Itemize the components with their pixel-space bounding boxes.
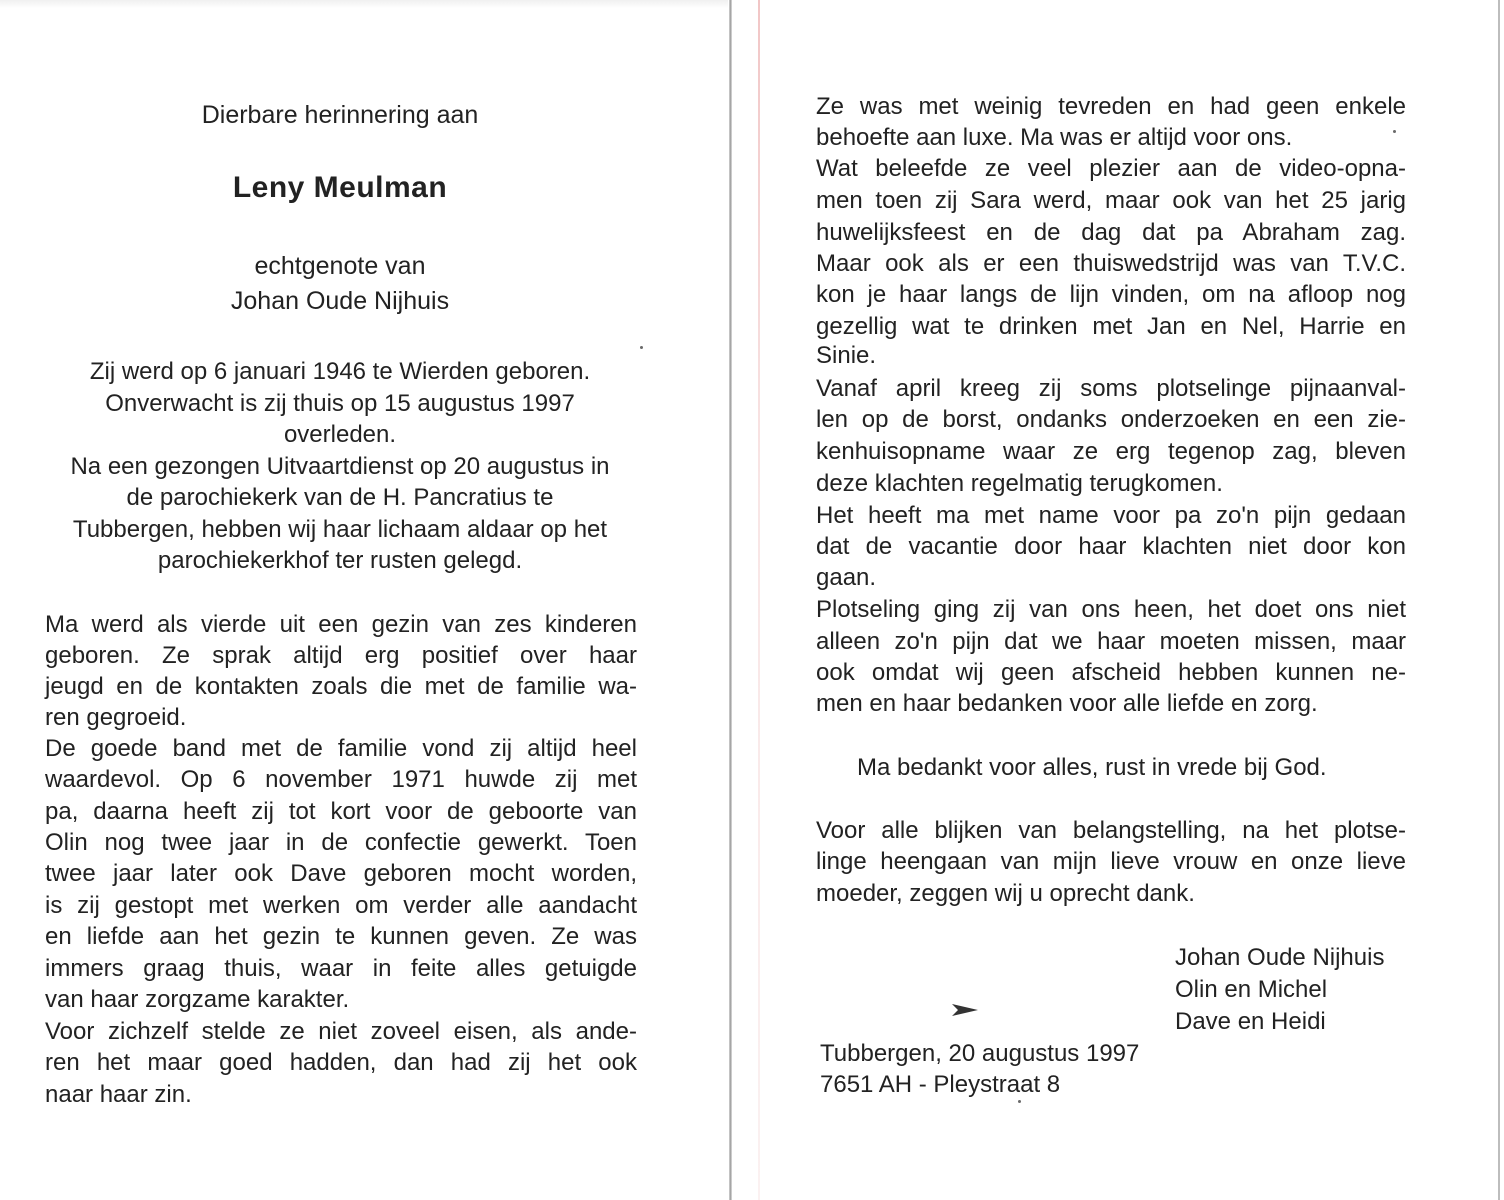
card-edge	[1498, 0, 1500, 1200]
farewell-line: Ma bedankt voor alles, rust in vrede bij God.	[857, 754, 1327, 781]
story-line: dat de vacantie door haar klachten niet door kon	[816, 533, 1406, 560]
story-line: twee jaar later ook Dave geboren mocht worden,	[45, 860, 637, 887]
story-line: behoefte aan luxe. Ma was er altijd voor ons.	[816, 124, 1293, 151]
fold-line	[729, 0, 732, 1200]
place-date: Tubbergen, 20 augustus 1997	[820, 1040, 1140, 1067]
intro-line: Dierbare herinnering aan	[201, 101, 479, 129]
biography-line: Tubbergen, hebben wij haar lichaam aldaar op het	[72, 516, 608, 543]
story-line: geboren. Ze sprak altijd erg positief over haar	[45, 642, 637, 669]
story-line: Sinie.	[816, 342, 877, 369]
story-line: naar haar zin.	[45, 1081, 192, 1108]
biography-line: parochiekerkhof ter rusten gelegd.	[157, 547, 523, 574]
story-line: kenhuisopname waar ze erg tegenop zag, bleven	[816, 438, 1406, 465]
story-line: deze klachten regelmatig terugkomen.	[816, 470, 1223, 497]
story-line: alleen zo'n pijn dat we haar moeten missen, maar	[816, 628, 1406, 655]
biography-line: overleden.	[283, 421, 397, 448]
story-line: Vanaf april kreeg zij soms plotselinge pijnaanval-	[816, 375, 1406, 402]
thanks-line: moeder, zeggen wij u oprecht dank.	[816, 880, 1195, 907]
biography-line: de parochiekerk van de H. Pancratius te	[126, 484, 554, 511]
story-line: Plotseling ging zij van ons heen, het doet ons niet	[816, 596, 1406, 623]
story-line: ren gegroeid.	[45, 704, 187, 731]
story-line: men en haar bedanken voor alle liefde en zorg.	[816, 690, 1318, 717]
story-line: Ma werd als vierde uit een gezin van zes kinderen	[45, 611, 637, 638]
story-line: waardevol. Op 6 november 1971 huwde zij met	[45, 766, 637, 793]
biography-line: Onverwacht is zij thuis op 15 augustus 1997	[105, 390, 575, 417]
story-line: Het heeft ma met name voor pa zo'n pijn gedaan	[816, 502, 1406, 529]
story-line: Ze was met weinig tevreden en had geen enkele	[816, 93, 1406, 120]
story-line: men toen zij Sara werd, maar ook van het 25 jarig	[816, 187, 1406, 214]
story-line: gaan.	[816, 564, 877, 591]
story-line: gezellig wat te drinken met Jan en Nel, Harrie en	[816, 313, 1406, 340]
story-line: en liefde aan het gezin te kunnen geven. Ze was	[45, 923, 637, 950]
story-line: Olin nog twee jaar in de confectie gewerkt. Toen	[45, 829, 637, 856]
fold-shadow	[758, 0, 760, 1200]
story-line: is zij gestopt met werken om verder alle aandacht	[45, 892, 637, 919]
scan-speck	[1018, 1100, 1021, 1103]
story-line: ook omdat wij geen afscheid hebben kunnen ne-	[816, 659, 1406, 686]
story-line: ren het maar goed hadden, dan had zij het ook	[45, 1049, 637, 1076]
story-line: immers graag thuis, waar in feite alles getuigde	[45, 955, 637, 982]
address: 7651 AH - Pleystraat 8	[820, 1071, 1061, 1098]
signatory: Dave en Heidi	[1175, 1008, 1326, 1035]
signatory: Olin en Michel	[1175, 976, 1328, 1003]
story-line: Voor zichzelf stelde ze niet zoveel eisen, als ande-	[45, 1018, 637, 1045]
biography-line: Zij werd op 6 januari 1946 te Wierden geboren.	[89, 358, 591, 385]
thanks-line: linge heengaan van mijn lieve vrouw en onze lieve	[816, 848, 1406, 875]
story-line: pa, daarna heeft zij tot kort voor de geboorte van	[45, 798, 637, 825]
thanks-line: Voor alle blijken van belangstelling, na het plotse-	[816, 817, 1406, 844]
story-line: huwelijksfeest en de dag dat pa Abraham zag.	[816, 219, 1406, 246]
arrow-mark-icon	[950, 1000, 980, 1020]
story-line: kon je haar langs de lijn vinden, om na afloop nog	[816, 281, 1406, 308]
signatory: Johan Oude Nijhuis	[1175, 944, 1385, 971]
relation-line: echtgenote van	[254, 252, 426, 280]
scan-speck	[640, 346, 643, 349]
story-line: Maar ook als er een thuiswedstrijd was van T.V.C.	[816, 250, 1406, 277]
biography-line: Na een gezongen Uitvaartdienst op 20 augustus in	[70, 453, 610, 480]
story-line: len op de borst, ondanks onderzoeken en een zie-	[816, 406, 1406, 433]
scan-edge	[0, 0, 728, 8]
story-line: Wat beleefde ze veel plezier aan de video-opna-	[816, 155, 1406, 182]
story-line: jeugd en de kontakten zoals die met de familie wa-	[45, 673, 637, 700]
spouse-name: Johan Oude Nijhuis	[230, 287, 450, 315]
story-line: De goede band met de familie vond zij altijd heel	[45, 735, 637, 762]
deceased-name: Leny Meulman	[232, 171, 448, 204]
story-line: van haar zorgzame karakter.	[45, 986, 350, 1013]
